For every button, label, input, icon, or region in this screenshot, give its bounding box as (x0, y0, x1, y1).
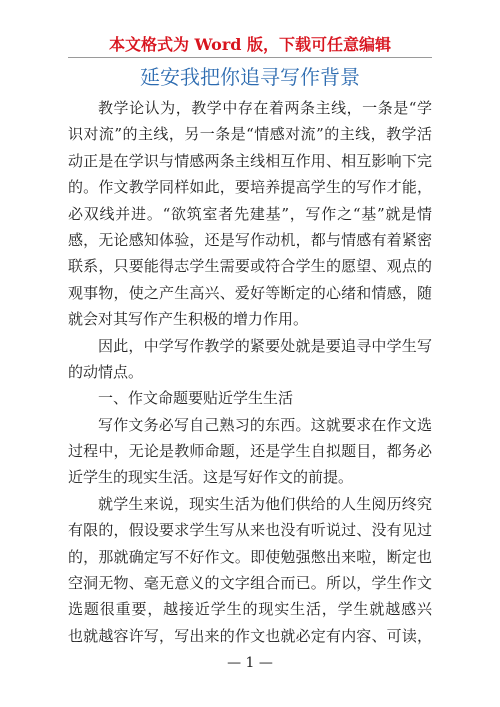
paragraph-2 (68, 333, 432, 386)
text-line: 的动情点。 (68, 362, 144, 381)
header-text: 本文格式为 Word 版，下载可任意编辑 (108, 35, 392, 54)
text-line: 联系，只要能得志学生需要或符合学生的愿望、观点的 (68, 257, 432, 276)
text-line: 的，那就确定写不好作文。即使勉强憋出来啦，断定也 (68, 547, 432, 566)
text-line: 选题很重要，越接近学生的现实生活，学生就越感兴 (68, 600, 432, 619)
text-line: 空洞无物、毫无意义的文字组合而已。所以，学生作文 (68, 574, 432, 593)
text-line: 动正是在学识与情感两条主线相互作用、相互影响下完 (68, 151, 432, 170)
page-header (68, 32, 432, 58)
paragraph-4 (68, 491, 432, 649)
text-line: 因此，中学写作教学的紧要处就是要追寻中学生写 (98, 336, 432, 355)
text-line: 感，无论感知体验，还是写作动机，都与情感有着紧密 (68, 230, 432, 249)
text-line: 教学论认为，教学中存在着两条主线，一条是“学 (98, 99, 432, 117)
text-line: 就会对其写作产生积极的增力作用。 (68, 310, 309, 329)
text-line: 识对流”的主线，另一条是“情感对流”的主线，教学活 (68, 125, 432, 144)
page-number-text: — 1 — (227, 655, 273, 671)
text-line: 写作文务必写自己熟习的东西。这就要求在作文选 (98, 415, 432, 434)
text-line: 过程中，无论是教师命题，还是学生自拟题目，都务必 (68, 442, 432, 461)
heading-line: 一、作文命题要贴近学生生活 (98, 389, 294, 408)
text-line: 近学生的现实生活。这是写好作文的前提。 (68, 468, 354, 487)
text-line: 就学生来说，现实生活为他们供给的人生阅历终究 (98, 494, 432, 513)
title-text: 延安我把你追寻写作背景 (140, 65, 360, 89)
section-heading (68, 385, 432, 411)
paragraph-3 (68, 412, 432, 491)
text-line: 观事物，使之产生高兴、爱好等断定的心绪和情感，随 (68, 283, 432, 302)
text-line: 的。作文教学同样如此，要培养提高学生的写作才能， (68, 178, 432, 197)
text-line: 也就越容许写，写出来的作文也就必定有内容、可读， (68, 626, 432, 645)
document-title (68, 64, 432, 90)
text-line: 有限的，假设要求学生写从来也没有听说过、没有见过 (68, 521, 432, 540)
text-line: 必双线并进。“欲筑室者先建基”，写作之“基”就是情 (68, 204, 432, 223)
page-number (0, 652, 500, 674)
paragraph-1 (68, 95, 432, 333)
document-body (68, 95, 432, 649)
